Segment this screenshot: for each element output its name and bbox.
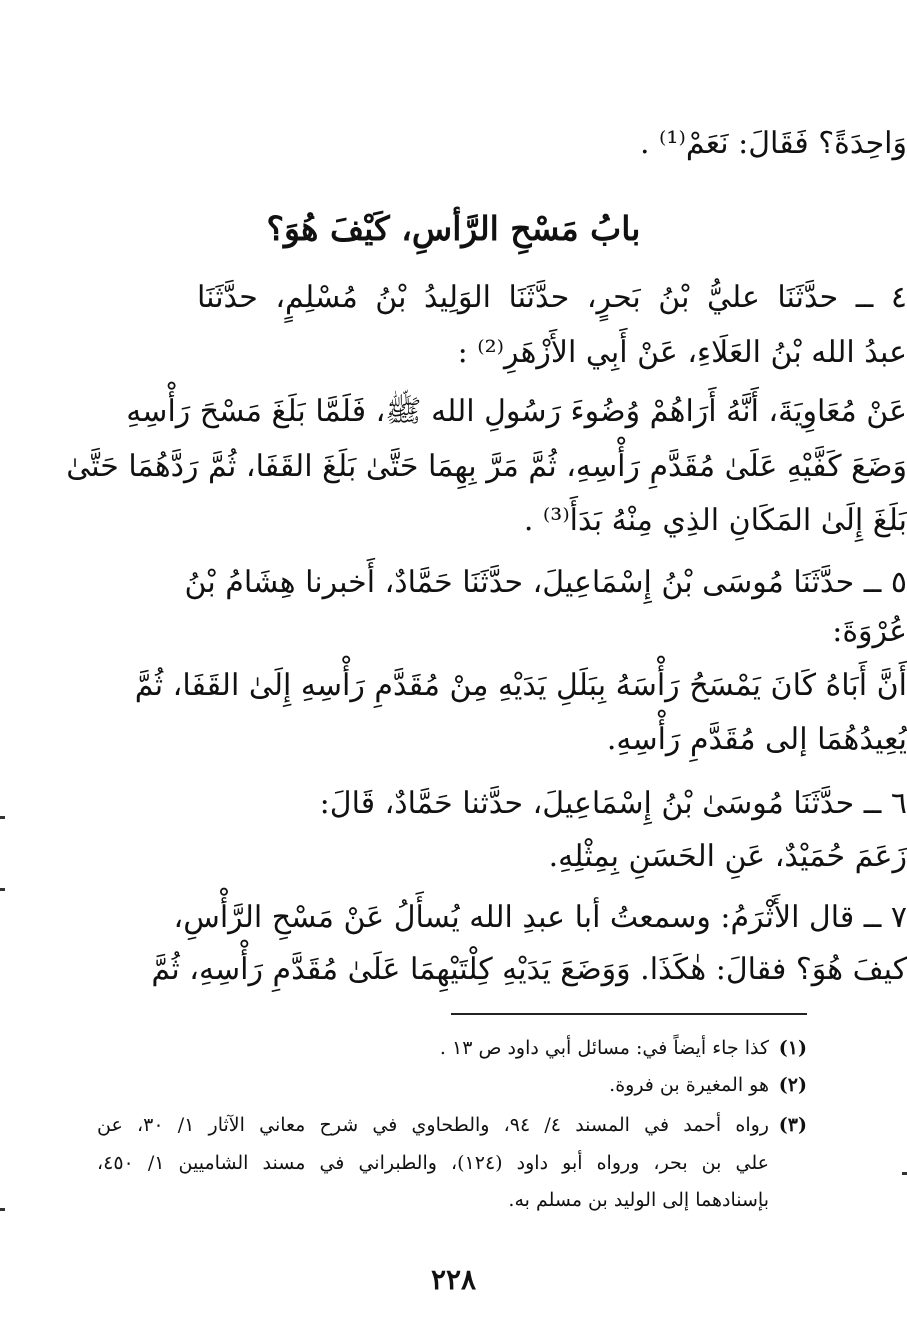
footnote-3-marker: (٣)	[778, 1114, 807, 1136]
body-line-2: عبدُ الله بْنُ العَلَاءِ، عَنْ أَبِي الأَزْهَرِ⁽²⁾ :	[457, 335, 907, 370]
body-line-8: أَنَّ أَبَاهُ كَانَ يَمْسَحُ رَأْسَهُ بِبَلَلِ يَدَيْهِ مِنْ مُقَدَّمِ رَأْسِهِ إِلَىٰ القَفَا، ثُمَّ	[134, 668, 907, 703]
body-line-9: يُعِيدُهُمَا إلى مُقَدَّمِ رَأْسِهِ.	[606, 722, 907, 757]
scan-edge-mark	[0, 1208, 5, 1211]
body-line-1: ٤ ــ حدَّثَنَا عليُّ بْنُ بَحرٍ، حدَّثَنَا الوَلِيدُ بْنُ مُسْلِمٍ، حدَّثَنَا	[197, 280, 907, 315]
body-line-5: بَلَغَ إِلَىٰ المَكَانِ الذِي مِنْهُ بَدَأَ⁽³⁾ .	[523, 503, 907, 538]
chapter-heading: بابُ مَسْحِ الرَّأسِ، كَيْفَ هُوَ؟	[266, 209, 641, 248]
body-line-13: كيفَ هُوَ؟ فقالَ: هٰكَذَا. وَوَضَعَ يَدَيْهِ كِلْتَيْهِمَا عَلَىٰ مُقَدَّمِ رَأْسِهِ، ثُمَّ	[151, 952, 907, 987]
footnote-1-marker: (١)	[778, 1037, 807, 1059]
footnote-3	[97, 1110, 807, 1140]
body-line-12: ٧ ــ قال الأَثْرَمُ: وسمعتُ أبا عبدِ الله يُسأَلُ عَنْ مَسْحِ الرَّأْسِ،	[173, 900, 907, 935]
body-line-4: وَضَعَ كَفَّيْهِ عَلَىٰ مُقَدَّمِ رَأْسِهِ، ثُمَّ مَرَّ بِهِمَا حَتَّىٰ بَلَغَ القَفَا، ثُمَّ رَدَّهُمَا حَتَّىٰ	[66, 449, 907, 484]
footnote-1	[97, 1033, 807, 1063]
body-line-11: زَعَمَ حُمَيْدٌ، عَنِ الحَسَنِ بِمِثْلِهِ.	[548, 839, 907, 874]
footnote-2-marker: (٢)	[778, 1074, 807, 1096]
footnote-2-text: هو المغيرة بن فروة.	[609, 1074, 769, 1096]
body-line-10: ٦ ــ حدَّثَنَا مُوسَىٰ بْنُ إِسْمَاعِيلَ، حدَّثنا حَمَّادٌ، قَالَ:	[319, 786, 907, 821]
scan-edge-mark	[0, 816, 5, 819]
footnote-divider	[451, 1013, 807, 1015]
footnote-3-continuation-2: بإسنادهما إلى الوليد بن مسلم به.	[508, 1189, 769, 1211]
body-line-3: عَنْ مُعَاوِيَةَ، أَنَّهُ أَرَاهُمْ وُضُوءَ رَسُولِ الله ﷺ، فَلَمَّا بَلَغَ مَسْحَ رَأْسِهِ	[126, 394, 907, 429]
page-number: ٢٢٨	[430, 1263, 477, 1296]
footnote-2	[97, 1070, 807, 1100]
scan-edge-mark	[0, 888, 5, 891]
body-line-0: وَاحِدَةً؟ فَقَالَ: نَعَمْ⁽¹⁾ .	[639, 126, 907, 161]
body-line-7: عُرْوَةَ:	[832, 614, 907, 649]
scan-edge-mark	[902, 1172, 907, 1175]
footnote-3-continuation-1: علي بن بحر، ورواه أبو داود (١٢٤)، والطبراني في مسند الشاميين ١/ ٤٥٠،	[97, 1152, 769, 1174]
footnote-3-line-1: رواه أحمد في المسند ٤/ ٩٤، والطحاوي في شرح معاني الآثار ١/ ٣٠، عن	[97, 1114, 769, 1136]
body-line-6: ٥ ــ حدَّثَنَا مُوسَى بْنُ إِسْمَاعِيلَ، حدَّثَنَا حَمَّادٌ، أَخبرنا هِشَامُ بْنُ	[184, 565, 907, 600]
footnote-1-text: كذا جاء أيضاً في: مسائل أبي داود ص ١٣ .	[439, 1037, 769, 1059]
